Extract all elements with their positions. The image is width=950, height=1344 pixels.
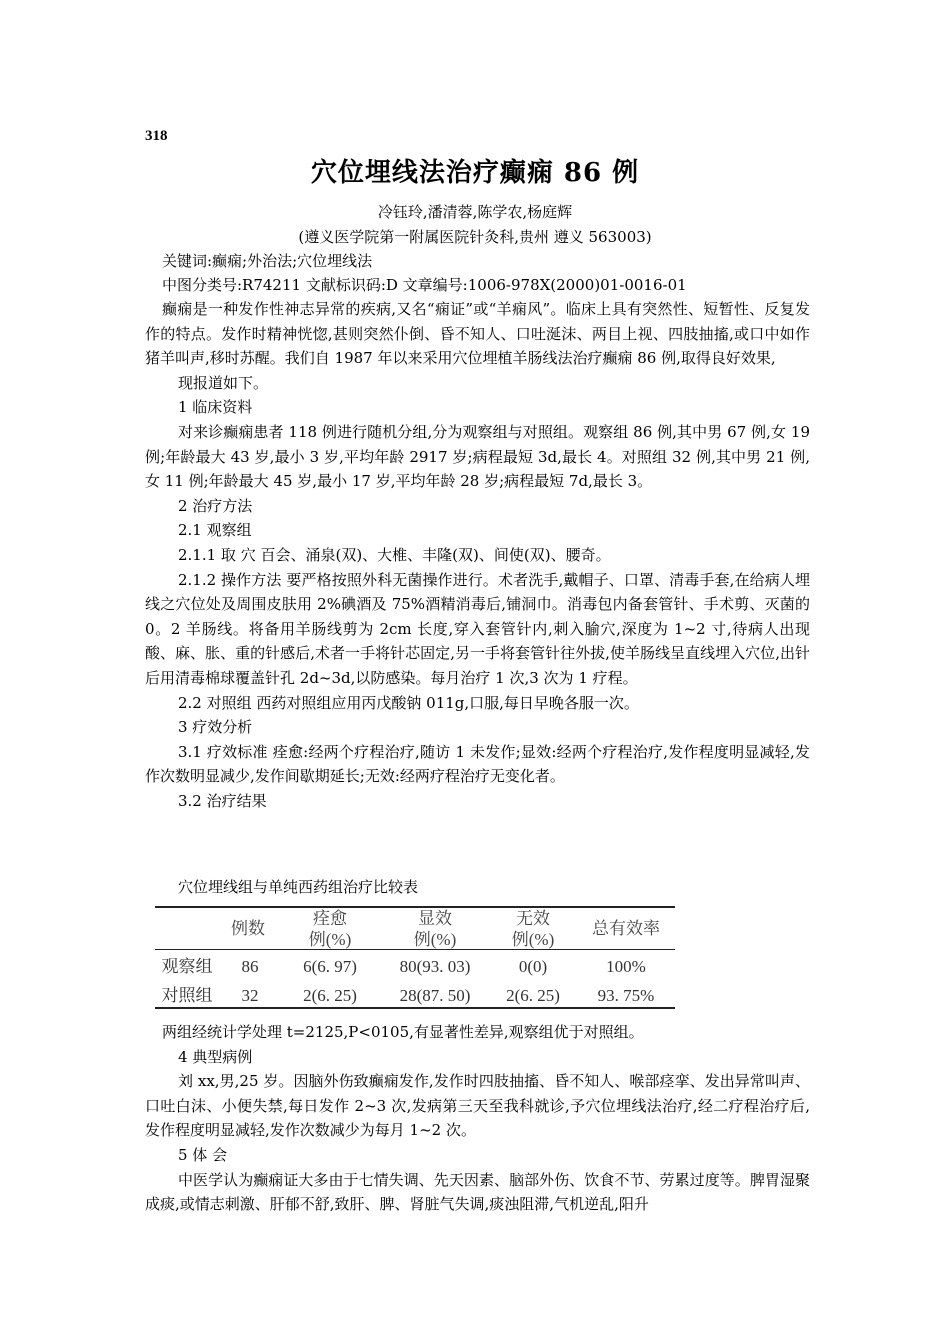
results-table <box>155 906 675 1010</box>
row-1-cases: 86 <box>241 957 259 976</box>
section-2-1-heading: 2.1 观察组 <box>178 521 252 540</box>
header-total: 总有效率 <box>592 919 660 938</box>
article-title: 穴位埋线法治疗癫痫 86 例 <box>310 158 640 188</box>
body-text-continued <box>145 1020 810 1217</box>
section-1-text: 对来诊癫痫患者 118 例进行随机分组,分为观察组与对照组。观察组 86 例,其中男 67 例,女 19 例;年龄最大 43 岁,最小 3 岁,平均年龄 2917 岁;病程最短 3d,最长 4。对照组 32 例,其中男 21 例,女 11 例;年龄最大 45 岁,最小 17 岁,平均年龄 28 岁;病程最短 7d,最长 3。 <box>145 422 810 491</box>
header-none: 无效 <box>516 909 550 928</box>
keywords: 关键词:癫痫;外治法;穴位埋线法 <box>162 252 373 270</box>
row-1-total: 100% <box>606 957 646 976</box>
section-4-heading: 4 典型病例 <box>178 1047 253 1066</box>
body-text <box>145 297 810 813</box>
section-3-1: 3.1 疗效标准 痊愈:经两个疗程治疗,随访 1 未发作;显效:经两个疗程治疗,发作程度明显减轻,发作次数明显减少,发作间歇期延长;无效:经两疗程治疗无变化者。 <box>145 742 810 786</box>
affiliation: (遵义医学院第一附属医院针灸科,贵州 遵义 563003) <box>298 228 652 246</box>
table-caption: 穴位埋线组与单纯西药组治疗比较表 <box>178 878 419 896</box>
row-2-cases: 32 <box>241 986 259 1005</box>
section-1-heading: 1 临床资料 <box>178 398 253 417</box>
section-3-heading: 3 疗效分析 <box>178 718 253 737</box>
row-2-marked: 28(87. 50) <box>399 986 471 1005</box>
row-2-group: 对照组 <box>161 986 213 1005</box>
row-2-cured: 2(6. 25) <box>303 986 357 1005</box>
table-top-rule <box>155 906 675 908</box>
row-1-none: 0(0) <box>518 957 548 976</box>
section-2-1-2: 2.1.2 操作方法 要严格按照外科无菌操作进行。术者洗手,戴帽子、口罩、清毒手套,在给病人埋线之穴位处及周围皮肤用 2%碘酒及 75%酒精消毒后,铺洞巾。消毒包内备套管针、手术剪、灭菌的 0。2 羊肠线。将备用羊肠线剪为 2cm 长度,穿入套管针内,刺入腧穴,深度为 1~2 寸,待病人出现酸、麻、胀、重的针感后,术者一手将针芯固定,另一手将套管针往外拔,使羊肠线呈直线埋入穴位,出针后用清毒棉球覆盖针孔 2d~3d,以防感染。每月治疗 1 次,3 次为 1 疗程。 <box>145 570 810 687</box>
header-cured: 痊愈 <box>313 909 347 928</box>
header-cured-unit: 例(%) <box>308 930 352 949</box>
header-cases: 例数 <box>231 919 265 938</box>
row-1-group: 观察组 <box>161 957 213 976</box>
section-3-2-heading: 3.2 治疗结果 <box>178 791 267 810</box>
row-1-cured: 6(6. 97) <box>303 957 357 976</box>
row-1-marked: 80(93. 03) <box>399 957 471 976</box>
header-marked-unit: 例(%) <box>413 930 457 949</box>
section-4-text: 刘 xx,男,25 岁。因脑外伤致癫痫发作,发作时四肢抽搐、昏不知人、喉部痉挛、发出异常叫声、口吐白沫、小便失禁,每日发作 2~3 次,发病第三天至我科就诊,予穴位埋线法治疗,经二疗程治疗后,发作程度明显减轻,发作次数减少为每月 1~2 次。 <box>145 1072 810 1140</box>
stats-paragraph: 两组经统计学处理 t=2125,P<0105,有显著性差异,观察组优于对照组。 <box>162 1023 644 1041</box>
section-5-heading: 5 体 会 <box>178 1145 228 1164</box>
report-line: 现报道如下。 <box>178 373 269 392</box>
section-5-text: 中医学认为癫痫证大多由于七情失调、先天因素、脑部外伤、饮食不节、劳累过度等。脾胃湿聚成痰,或情志刺激、肝郁不舒,致肝、脾、肾脏气失调,痰浊阻滞,气机逆乱,阳升 <box>145 1170 810 1214</box>
page-number: 318 <box>145 128 168 144</box>
section-2-1-1: 2.1.1 取 穴 百会、涌泉(双)、大椎、丰隆(双)、间使(双)、腰奇。 <box>178 545 611 564</box>
section-2-2: 2.2 对照组 西药对照组应用丙戊酸钠 011g,口服,每日早晚各服一次。 <box>178 693 639 712</box>
header-marked: 显效 <box>418 909 452 928</box>
table-bottom-rule <box>155 1007 675 1009</box>
classification: 中图分类号:R74211 文献标识码:D 文章编号:1006-978X(2000)01-0016-01 <box>162 276 687 294</box>
intro-paragraph: 癫痫是一种发作性神志异常的疾病,又名“痫证”或“羊痫风”。临床上具有突然性、短暂性、反复发作的特点。发作时精神恍惚,甚则突然仆倒、昏不知人、口吐涎沫、两目上视、四肢抽搐,或口中如作猪羊叫声,移时苏醒。我们自 1987 年以来采用穴位埋植羊肠线法治疗癫痫 86 例,取得良好效果, <box>145 300 810 368</box>
authors: 冷钰玲,潘清蓉,陈学农,杨庭辉 <box>377 203 573 221</box>
header-none-unit: 例(%) <box>511 930 555 949</box>
section-2-heading: 2 治疗方法 <box>178 496 253 515</box>
row-2-none: 2(6. 25) <box>506 986 560 1005</box>
row-2-total: 93. 75% <box>597 986 655 1005</box>
